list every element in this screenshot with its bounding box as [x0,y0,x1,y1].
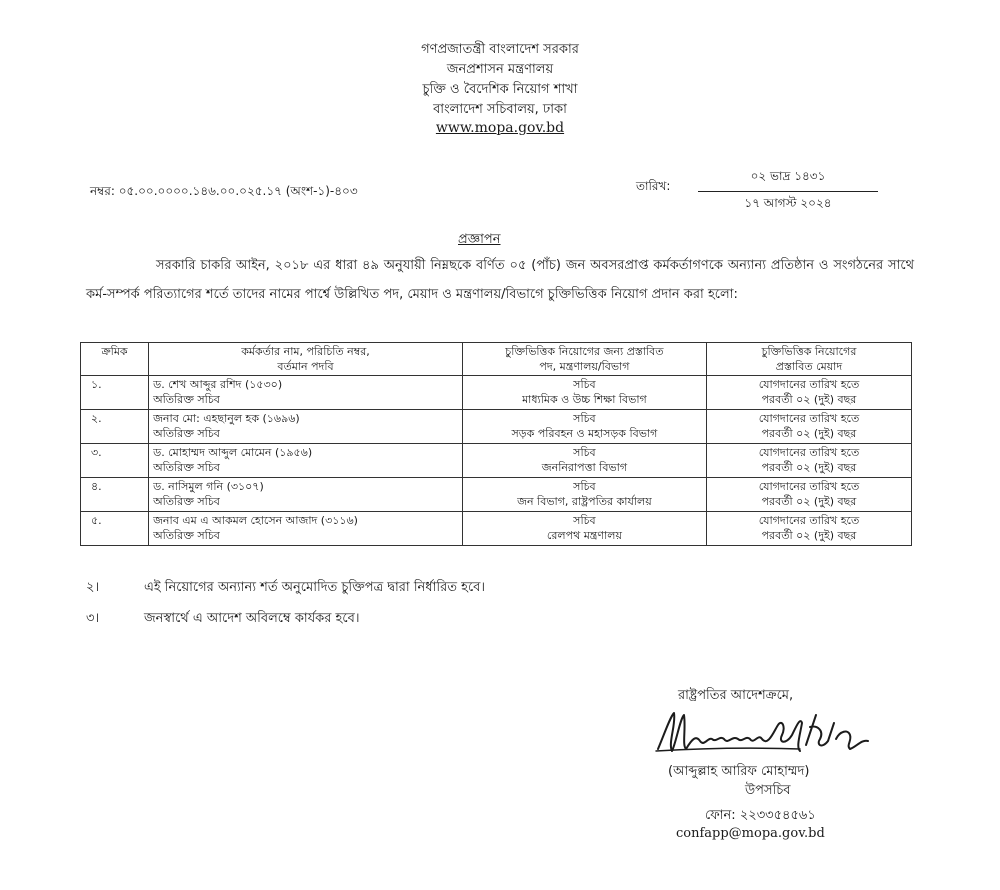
table-row [81,512,912,546]
proposed-post: সচিব [573,412,596,425]
row-term [706,512,911,546]
table-row [81,376,912,410]
row-officer [149,376,463,410]
proposed-post: সচিব [573,446,596,459]
signatory-name: (আব্দুল্লাহ আরিফ মোহাম্মদ) [668,764,810,779]
row-serial: ২. [81,410,149,444]
proposed-ministry: রেলপথ মন্ত্রণালয় [546,529,622,542]
proposed-ministry: জননিরাপত্তা বিভাগ [541,461,628,474]
header-website-row [300,119,700,138]
row-officer [149,444,463,478]
row-serial: ১. [81,376,149,410]
table-row [81,478,912,512]
proposed-ministry: মাধ্যমিক ও উচ্চ শিক্ষা বিভাগ [522,393,647,406]
proposed-post: সচিব [573,480,596,493]
term-line1: যোগদানের তারিখ হতে [758,446,860,459]
clause-number: ২। [86,580,100,595]
officer-designation: অতিরিক্ত সচিব [153,495,220,508]
term-line2: পরবর্তী ০২ (দুই) বছর [761,529,857,542]
memo-number: নম্বর: ০৫.০০.০০০০.১৪৬.০০.০২৫.১৭ (অংশ-১)-৪০৩ [90,184,358,198]
signatory-phone: ফোন: ২২৩৩৫৪৫৬১ [705,808,816,823]
row-term [706,376,911,410]
row-post [462,410,706,444]
date-label: তারিখ: [636,179,671,193]
officer-name: জনাব মো: এহছানুল হক (১৬৯৬) [153,412,300,425]
row-officer [149,512,463,546]
header-ministry: জনপ্রশাসন মন্ত্রণালয় [446,62,554,77]
header-term-line2: প্রস্তাবিত মেয়াদ [775,360,843,373]
header-serial: ক্রমিক [81,343,149,376]
signatory-designation: উপসচিব [745,783,791,798]
row-post [462,376,706,410]
header-term-line1: চুক্তিভিত্তিক নিয়োগের [761,345,857,358]
presidential-order-line: রাষ্ট্রপতির আদেশক্রমে, [678,688,794,703]
date-bangla: ০২ ভাদ্র ১৪৩১ [698,168,878,192]
table-row [81,410,912,444]
table-row [81,444,912,478]
row-post [462,512,706,546]
term-line1: যোগদানের তারিখ হতে [758,412,860,425]
document-title: প্রজ্ঞাপন [458,232,501,247]
proposed-ministry: সড়ক পরিবহন ও মহাসড়ক বিভাগ [511,427,658,440]
header-post-line1: চুক্তিভিত্তিক নিয়োগের জন্য প্রস্তাবিত [505,345,664,358]
proposed-post: সচিব [573,514,596,527]
term-line2: পরবর্তী ০২ (দুই) বছর [761,427,857,440]
header-government: গণপ্রজাতন্ত্রী বাংলাদেশ সরকার [421,42,579,57]
term-line1: যোগদানের তারিখ হতে [758,514,860,527]
row-term [706,444,911,478]
officer-designation: অতিরিক্ত সচিব [153,529,220,542]
clause-text: এই নিয়োগের অন্যান্য শর্ত অনুমোদিত চুক্তিপত্র দ্বারা নির্ধারিত হবে। [144,580,486,595]
signatory-email-link[interactable]: confapp@mopa.gov.bd [676,826,825,841]
row-serial: ৪. [81,478,149,512]
appointment-table [80,342,912,546]
term-line2: পরবর্তী ০২ (দুই) বছর [761,461,857,474]
row-term [706,478,911,512]
proposed-post: সচিব [573,378,596,391]
header-post-line2: পদ, মন্ত্রণালয়/বিভাগ [539,360,630,373]
officer-name: ড. শেখ আব্দুর রশিদ (১৫৩০) [153,378,283,391]
handwritten-signature [650,705,890,765]
term-line1: যোগদানের তারিখ হতে [758,480,860,493]
date-gregorian: ১৭ আগস্ট ২০২৪ [744,196,832,210]
clause-2 [86,578,846,599]
table-header-row [81,343,912,376]
row-post [462,478,706,512]
row-term [706,410,911,444]
clause-number: ৩। [86,611,100,626]
row-officer [149,410,463,444]
row-post [462,444,706,478]
header-branch: চুক্তি ও বৈদেশিক নিয়োগ শাখা [422,82,578,97]
officer-name: ড. নাসিমুল গনি (৩১০৭) [153,480,264,493]
row-serial: ৫. [81,512,149,546]
header-website-link[interactable]: www.mopa.gov.bd [435,120,565,136]
term-line1: যোগদানের তারিখ হতে [758,378,860,391]
header-term [706,343,911,376]
row-officer [149,478,463,512]
officer-designation: অতিরিক্ত সচিব [153,461,220,474]
officer-name: জনাব এম এ আকমল হোসেন আজাদ (৩১১৬) [153,514,358,527]
officer-designation: অতিরিক্ত সচিব [153,427,220,440]
date-block [698,168,878,215]
officer-designation: অতিরিক্ত সচিব [153,393,220,406]
term-line2: পরবর্তী ০২ (দুই) বছর [761,495,857,508]
row-serial: ৩. [81,444,149,478]
header-secretariat: বাংলাদেশ সচিবালয়, ঢাকা [433,102,567,117]
header-post [462,343,706,376]
header-name [149,343,463,376]
term-line2: পরবর্তী ০২ (দুই) বছর [761,393,857,406]
header-name-line1: কর্মকর্তার নাম, পরিচিতি নম্বর, [241,345,370,358]
proposed-ministry: জন বিভাগ, রাষ্ট্রপতির কার্যালয় [517,495,652,508]
header-name-line2: বর্তমান পদবি [277,360,334,373]
officer-name: ড. মোহাম্মদ আব্দুল মোমেন (১৯৫৬) [153,446,313,459]
clause-3 [86,609,846,630]
body-paragraph: সরকারি চাকরি আইন, ২০১৮ এর ধারা ৪৯ অনুযায়ী নিম্নছকে বর্ণিত ০৫ (পাঁচ) জন অবসরপ্রাপ্ত কর্মকর্তাগণকে অন্যান্য প্রতিষ্ঠান ও সংগঠনের সাথে কর্ম-সম্পর্ক পরিত্যাগের শর্তে তাদের নামের পার্শ্বে উল্লিখিত পদ, মেয়াদ ও মন্ত্রণালয়/বিভাগে চুক্তিভিত্তিক নিয়োগ প্রদান করা হলো: [86,258,914,302]
clause-text: জনস্বার্থে এ আদেশ অবিলম্বে কার্যকর হবে। [144,611,360,626]
